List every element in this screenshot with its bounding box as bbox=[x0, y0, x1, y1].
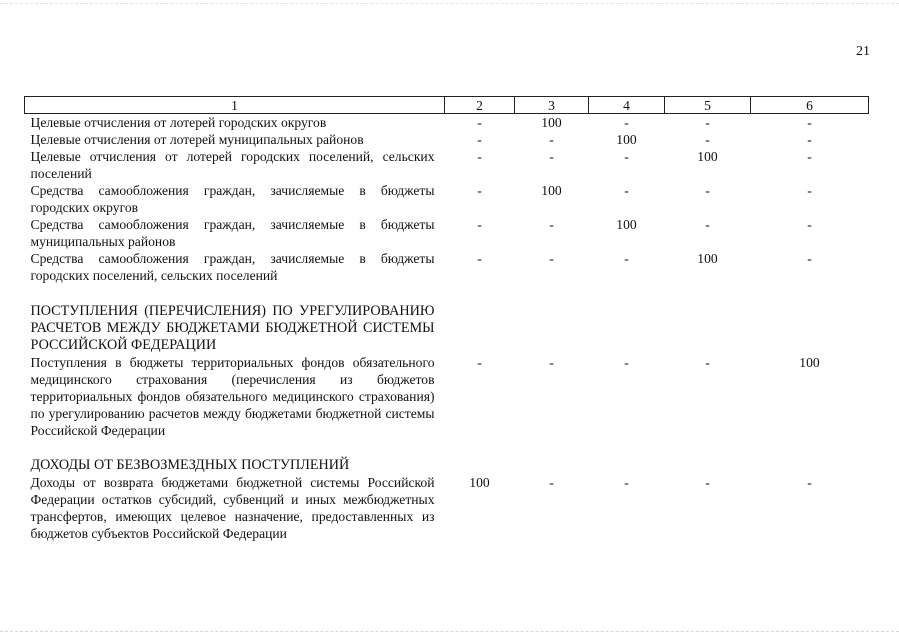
header-row bbox=[25, 97, 869, 114]
section-heading: ДОХОДЫ ОТ БЕЗВОЗМЕЗДНЫХ ПОСТУПЛЕНИЙ bbox=[30, 457, 350, 473]
column-header-2: 2 bbox=[445, 97, 515, 114]
row-value-col4: 100 bbox=[616, 217, 637, 232]
row-value-col2: - bbox=[477, 132, 482, 147]
row-value-col4: - bbox=[624, 149, 629, 164]
row-description: Средства самообложения граждан, зачисляемые в бюджеты городских округов bbox=[30, 183, 435, 215]
spacer-row bbox=[25, 439, 869, 457]
row-value-col2: - bbox=[477, 355, 482, 370]
row-value-col3: - bbox=[549, 217, 554, 232]
row-value-col5: - bbox=[705, 183, 710, 198]
row-description: Поступления в бюджеты территориальных фондов обязательного медицинского страхования (перечисления из бюджетов территориальных фондов обязательного медицинского страхования) по урегулированию расчетов между бюджетами бюджетной системы Российской Федерации bbox=[30, 355, 435, 438]
table-row bbox=[25, 182, 869, 216]
scan-bottom-edge bbox=[0, 631, 899, 633]
section-heading-row bbox=[25, 303, 869, 354]
row-value-col5: 100 bbox=[697, 149, 718, 164]
row-value-col5: - bbox=[705, 355, 710, 370]
section-heading: ПОСТУПЛЕНИЯ (ПЕРЕЧИСЛЕНИЯ) ПО УРЕГУЛИРОВАНИЮ РАСЧЕТОВ МЕЖДУ БЮДЖЕТАМИ БЮДЖЕТНОЙ СИСТЕМЫ РОССИЙСКОЙ ФЕДЕРАЦИИ bbox=[30, 303, 435, 353]
column-header-5: 5 bbox=[665, 97, 751, 114]
row-value-col2: - bbox=[477, 251, 482, 266]
row-description: Целевые отчисления от лотерей городских поселений, сельских поселений bbox=[30, 149, 435, 181]
row-value-col6: - bbox=[807, 132, 812, 147]
column-header-6: 6 bbox=[751, 97, 869, 114]
table-row bbox=[25, 216, 869, 250]
page-number: 21 bbox=[856, 44, 870, 59]
column-header-3: 3 bbox=[515, 97, 589, 114]
row-value-col6: - bbox=[807, 217, 812, 232]
row-value-col4: - bbox=[624, 183, 629, 198]
row-value-col5: - bbox=[705, 475, 710, 490]
row-value-col3: - bbox=[549, 132, 554, 147]
section-heading-row bbox=[25, 457, 869, 474]
row-value-col2: - bbox=[477, 183, 482, 198]
row-value-col2: - bbox=[477, 149, 482, 164]
table-row bbox=[25, 474, 869, 542]
row-value-col2: 100 bbox=[469, 475, 490, 490]
row-value-col4: - bbox=[624, 115, 629, 130]
table-row bbox=[25, 114, 869, 132]
row-value-col6: - bbox=[807, 183, 812, 198]
row-value-col3: - bbox=[549, 475, 554, 490]
row-value-col6: - bbox=[807, 475, 812, 490]
row-value-col2: - bbox=[477, 217, 482, 232]
spacer-row bbox=[25, 284, 869, 303]
row-description: Средства самообложения граждан, зачисляемые в бюджеты городских поселений, сельских поселений bbox=[30, 251, 435, 283]
table-row bbox=[25, 354, 869, 439]
row-description: Доходы от возврата бюджетами бюджетной системы Российской Федерации остатков субсидий, субвенций и иных межбюджетных трансфертов, имеющих целевое назначение, предоставленных из бюджетов субъектов Российской Федерации bbox=[30, 475, 435, 541]
table-row bbox=[25, 250, 869, 284]
row-value-col2: - bbox=[477, 115, 482, 130]
row-value-col3: 100 bbox=[541, 115, 562, 130]
scan-top-edge bbox=[0, 3, 899, 5]
row-value-col5: - bbox=[705, 217, 710, 232]
row-value-col3: 100 bbox=[541, 183, 562, 198]
row-value-col3: - bbox=[549, 355, 554, 370]
column-header-1: 1 bbox=[25, 97, 445, 114]
row-value-col5: - bbox=[705, 132, 710, 147]
table-row bbox=[25, 131, 869, 148]
row-value-col4: - bbox=[624, 475, 629, 490]
row-value-col6: - bbox=[807, 115, 812, 130]
column-header-4: 4 bbox=[589, 97, 665, 114]
row-value-col5: - bbox=[705, 115, 710, 130]
row-value-col3: - bbox=[549, 251, 554, 266]
row-description: Целевые отчисления от лотерей городских округов bbox=[30, 115, 327, 130]
row-value-col5: 100 bbox=[697, 251, 718, 266]
row-value-col4: - bbox=[624, 355, 629, 370]
row-value-col6: - bbox=[807, 251, 812, 266]
row-value-col4: - bbox=[624, 251, 629, 266]
row-value-col6: - bbox=[807, 149, 812, 164]
row-value-col4: 100 bbox=[616, 132, 637, 147]
revenue-distribution-table bbox=[24, 96, 869, 542]
row-description: Средства самообложения граждан, зачисляемые в бюджеты муниципальных районов bbox=[30, 217, 435, 249]
table-row bbox=[25, 148, 869, 182]
row-value-col3: - bbox=[549, 149, 554, 164]
row-value-col6: 100 bbox=[799, 355, 820, 370]
row-description: Целевые отчисления от лотерей муниципальных районов bbox=[30, 132, 364, 147]
